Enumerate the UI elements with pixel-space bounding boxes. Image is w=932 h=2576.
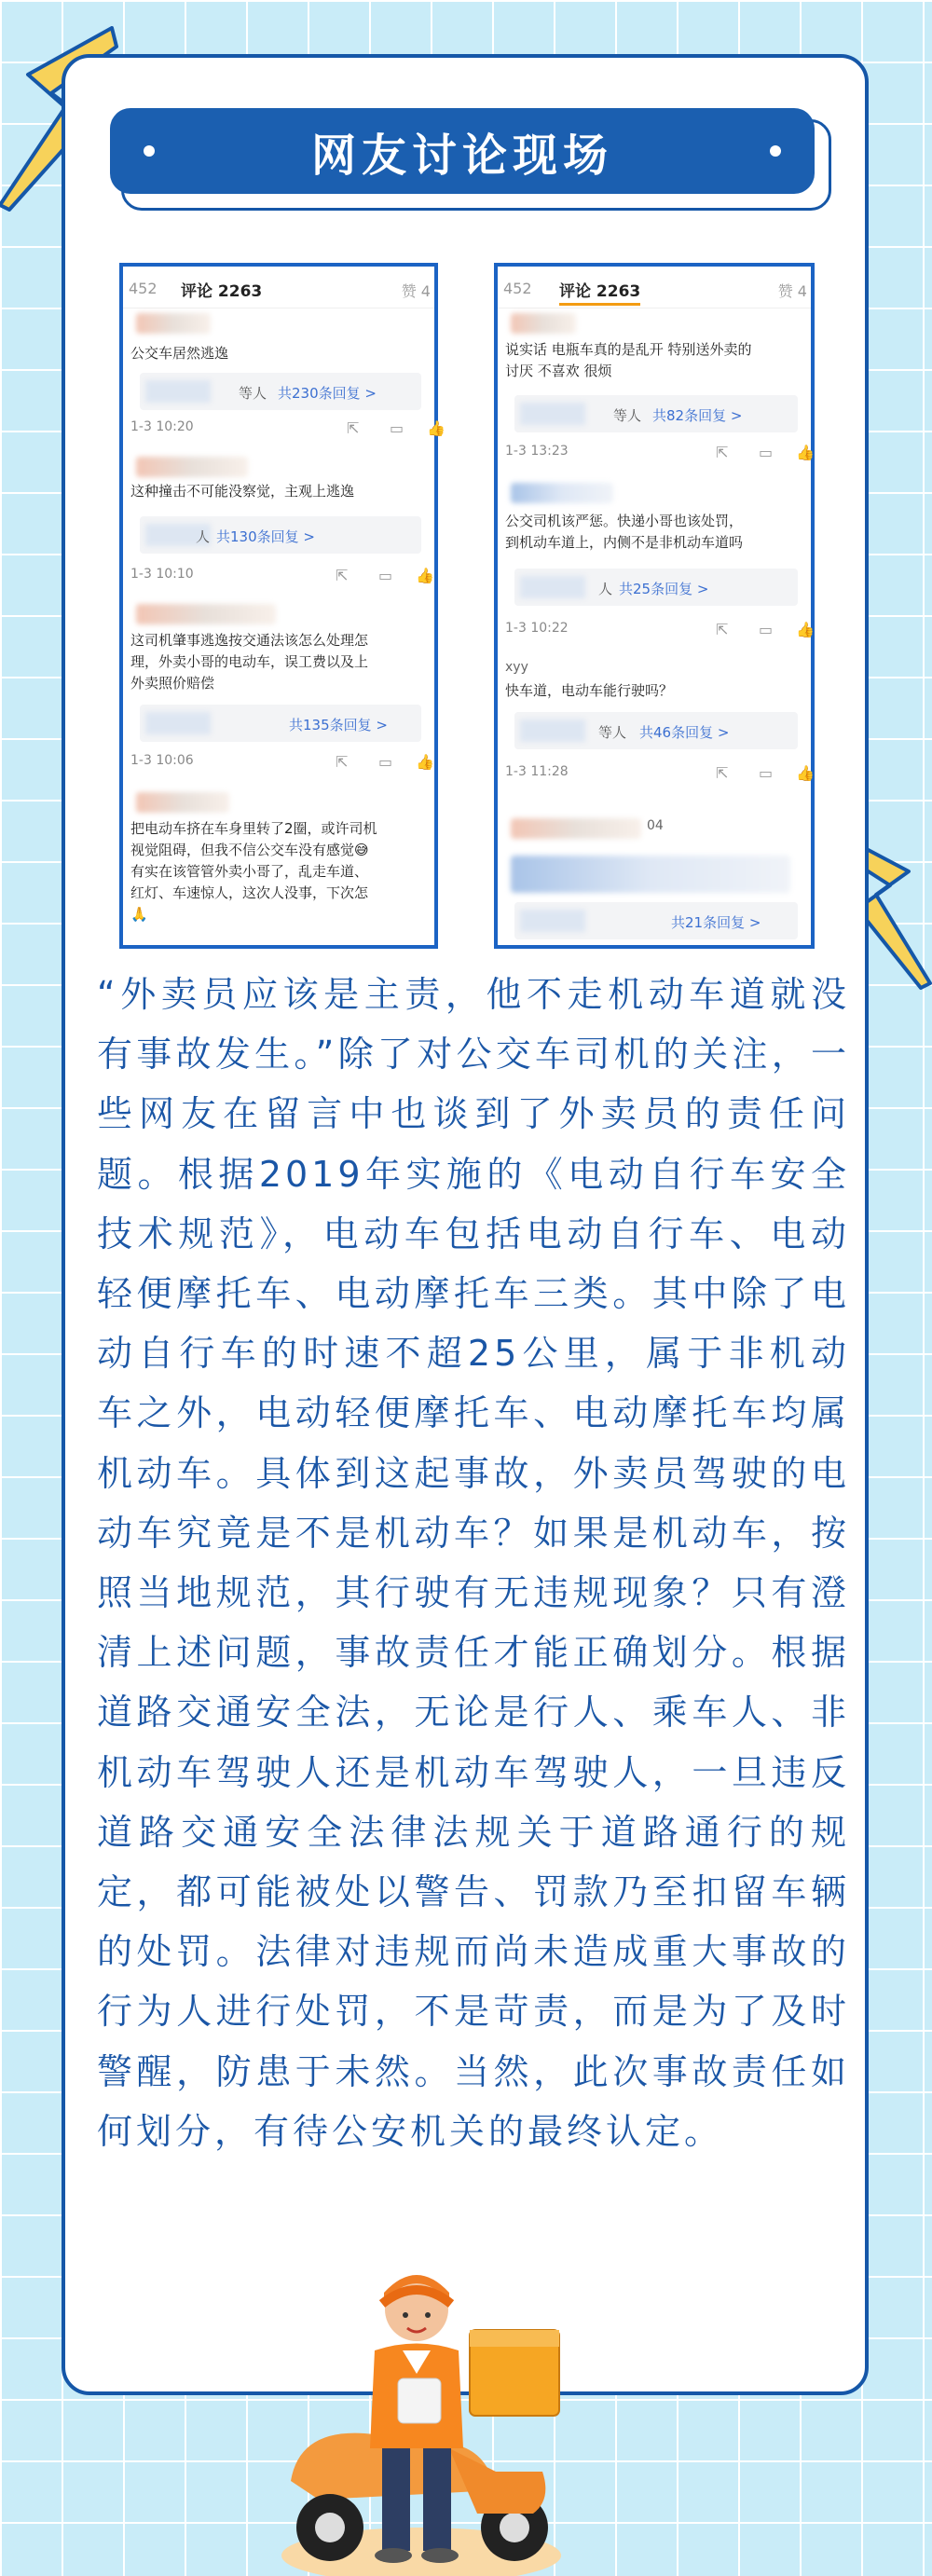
reply-bar[interactable]: 等人 共46条回复 > — [514, 712, 798, 749]
reply-bar[interactable] — [514, 902, 798, 939]
share-icon[interactable]: ⇱ — [336, 753, 349, 771]
comment-count-tab[interactable]: 评论 2263 — [181, 282, 263, 301]
reply-bar[interactable]: 等人 共230条回复 > — [140, 373, 421, 410]
like-count: 赞 4 — [777, 282, 807, 300]
comment-item — [123, 596, 434, 787]
view-replies-link[interactable]: 共135条回复 > — [289, 717, 388, 733]
left-comment-screenshot — [119, 263, 445, 949]
repost-count: 452 — [503, 280, 532, 297]
title-dot-right — [770, 145, 781, 157]
comment-icon[interactable]: ▭ — [759, 621, 774, 638]
view-replies-link[interactable]: 共25条回复 > — [619, 581, 709, 597]
comment-item — [498, 308, 815, 475]
like-icon[interactable]: 👍 — [416, 753, 434, 771]
share-icon[interactable]: ⇱ — [336, 567, 349, 584]
reply-bar[interactable]: 人 共130条回复 > — [140, 516, 421, 554]
comment-icon[interactable]: ▭ — [378, 753, 393, 771]
share-icon[interactable]: ⇱ — [347, 419, 360, 437]
comment-icon[interactable]: ▭ — [390, 419, 404, 437]
comment-meta: 1-3 13:23 ⇱ ▭ 👍 — [505, 444, 815, 461]
comment-text: 快车道，电动车能行驶吗？ — [505, 682, 674, 699]
comment-header — [123, 267, 434, 308]
view-replies-link[interactable]: 共21条回复 > — [671, 914, 761, 931]
share-icon[interactable]: ⇱ — [716, 444, 729, 461]
comment-meta: 1-3 10:10 ⇱ ▭ 👍 — [130, 567, 434, 584]
comment-text: 公交车居然逃逸 — [130, 345, 229, 362]
view-replies-link[interactable]: 共82条回复 > — [652, 407, 743, 424]
comment-icon[interactable]: ▭ — [759, 444, 774, 461]
like-icon[interactable]: 👍 — [796, 444, 815, 461]
comment-item — [498, 658, 815, 809]
comment-icon[interactable]: ▭ — [759, 764, 774, 782]
comment-text: 这司机肇事逃逸按交通法该怎么处理怎 理，外卖小哥的电动车，误工费以及上 外卖照价赔偿 — [130, 632, 369, 692]
view-replies-link[interactable]: 共130条回复 > — [216, 528, 315, 545]
like-icon[interactable]: 👍 — [427, 419, 445, 437]
like-icon[interactable]: 👍 — [416, 567, 434, 584]
like-icon[interactable]: 👍 — [796, 621, 815, 638]
like-count: 赞 4 — [401, 282, 431, 300]
comment-meta: 1-3 10:22 ⇱ ▭ 👍 — [505, 621, 815, 638]
comment-item — [498, 809, 811, 952]
article-paragraph: “外卖员应该是主责，他不走机动车道就没有事故发生。”除了对公交车司机的关注，一些网友在留言中也谈到了外卖员的责任问题。根据2019年实施的《电动自行车安全技术规范》，电动车包括电动自行车、电动轻便摩托车、电动摩托车三类。其中除了电动自行车的时速不超25公里，属于非机动车之外，电动轻便摩托车、电动摩托车均属机动车。具体到这起事故，外卖员驾驶的电动车究竟是不是机动车？如果是机动车，按照当地规范，其行驶有无违规现象？只有澄清上述问题，事故责任才能正确划分。根据道路交通安全法，无论是行人、乘车人、非机动车驾驶人还是机动车驾驶人，一旦违反道路交通安全法律法规关于道路通行的规定，都可能被处以警告、罚款乃至扣留车辆的处罚。法律对违规而尚未造成重大事故的行为人进行处罚，不是苛责，而是为了及时警醒，防患于未然。当然，此次事故责任如何划分，有待公安机关的最终认定。 — [97, 974, 850, 2152]
comment-text: 这种撞击不可能没察觉，主观上逃逸 — [130, 483, 355, 500]
view-replies-link[interactable]: 共46条回复 > — [639, 724, 730, 741]
comment-count-tab[interactable]: 评论 2263 — [559, 278, 640, 306]
comment-username-tail: 04 — [647, 818, 664, 833]
share-icon[interactable]: ⇱ — [716, 764, 729, 782]
comment-meta: 1-3 11:28 ⇱ ▭ 👍 — [505, 764, 815, 782]
title-text: 网友讨论现场 — [310, 129, 613, 182]
view-replies-link[interactable]: 共230条回复 > — [278, 385, 377, 402]
title-dot-left — [144, 145, 155, 157]
section-title — [110, 108, 815, 194]
comment-username: xyy — [505, 660, 528, 675]
comment-item — [123, 447, 434, 596]
comment-text: 公交司机该严惩。快递小哥也该处罚， 到机动车道上，内侧不是非机动车道吗 — [505, 513, 744, 551]
share-icon[interactable]: ⇱ — [716, 621, 729, 638]
comment-meta: 1-3 10:06 ⇱ ▭ 👍 — [130, 753, 434, 771]
comment-item — [498, 475, 815, 658]
reply-bar[interactable]: 人 共25条回复 > — [514, 569, 798, 606]
like-icon[interactable]: 👍 — [796, 764, 815, 782]
comment-meta: 1-3 10:20 ⇱ ▭ 👍 — [130, 419, 445, 437]
right-comment-screenshot — [494, 263, 815, 949]
repost-count: 452 — [129, 280, 158, 297]
comment-text: 说实话 电瓶车真的是乱开 特别送外卖的 讨厌 不喜欢 很烦 — [505, 341, 752, 379]
comment-header — [498, 267, 811, 308]
reply-bar[interactable] — [140, 705, 421, 742]
delivery-rider-illustration — [263, 2248, 591, 2576]
comment-icon[interactable]: ▭ — [378, 567, 393, 584]
comment-text: 把电动车挤在车身里转了2圈，或许司机 视觉阻碍，但我不信公交车没有感觉😅 有实在该管管外卖小哥了，乱走车道、 红灯、车速惊人，这次人没事，下次怎 🙏 — [130, 820, 377, 923]
reply-bar[interactable]: 等人 共82条回复 > — [514, 395, 798, 432]
comment-item — [123, 787, 434, 952]
comment-item — [123, 308, 445, 447]
